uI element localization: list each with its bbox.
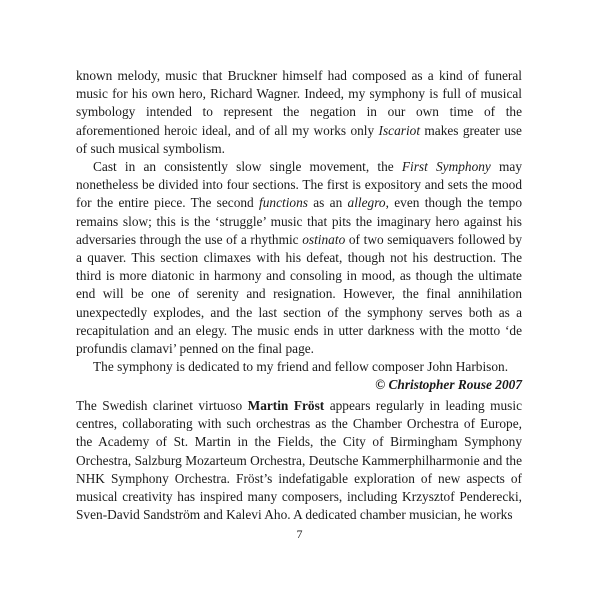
biography-paragraph: [76, 397, 522, 524]
essay-text: makes greater use of such musical symbolism.: [76, 122, 522, 156]
essay-text: may nonetheless be divided into four sections. The first is expository and sets the mood for the entire piece. The second: [76, 159, 522, 211]
essay-text: , even though the tempo remains slow; this is the ‘struggle’ music that pits the imaginary hero against his adversaries through the use of a rhythmic: [76, 195, 522, 247]
essay-paragraph-3: The symphony is dedicated to my friend and fellow composer John Harbison.: [93, 359, 509, 375]
author-signature: © Christopher Rouse 2007: [375, 377, 522, 393]
artist-name: Martin Fröst: [247, 398, 325, 413]
italic-work-title: First Symphony: [401, 159, 491, 175]
essay-text: Cast in an consistently slow single movement, the: [93, 159, 402, 175]
essay-section: [76, 67, 522, 395]
italic-term: allegro: [347, 195, 386, 211]
biography-section: [76, 397, 522, 524]
essay-text: known melody, music that Bruckner himself had composed as a kind of funeral music for his own hero, Richard Wagner. Indeed, my symphony is full of musical symbology intended to represent the negation in our own time of the aforementioned heroic ideal, and of all my works only: [76, 68, 522, 138]
essay-text: as an: [307, 195, 348, 211]
essay-paragraph-1: [76, 67, 522, 158]
essay-paragraph-2: [76, 158, 522, 358]
page-number: 7: [296, 527, 303, 541]
italic-work-title: Iscariot: [378, 122, 421, 138]
italic-term: functions: [259, 195, 308, 211]
italic-term: ostinato: [302, 231, 346, 247]
essay-text: of two semiquavers followed by a quaver. This section climaxes with his defeat, though not his destruction. The third is more diatonic in harmony and consoling in mood, as though the ultimate end will be one of serenity and resignation. However, the final annihilation unexpectedly explodes, and the last section of the symphony serves both as a recapitulation and an elegy. The music ends in utter darkness with the motto ‘de profundis clamavi’ penned on the final page.: [76, 231, 522, 357]
bio-text: The Swedish clarinet virtuoso: [76, 398, 248, 413]
bio-text: appears regularly in leading music centres, collaborating with such orchestras as the Chamber Orchestra of Europe, the Academy of St. Martin in the Fields, the City of Birmingham Symphony Orchestra, Salzburg Mozarteum Orchestra, Deutsche Kammerphilharmonie and the NHK Symphony Orchestra. Fröst’s indefatigable exploration of new aspects of musical creativity has inspired many composers, including Krzysztof Penderecki, Sven-David Sandström and Kalevi Aho. A dedicated chamber musician, he works: [76, 398, 523, 523]
